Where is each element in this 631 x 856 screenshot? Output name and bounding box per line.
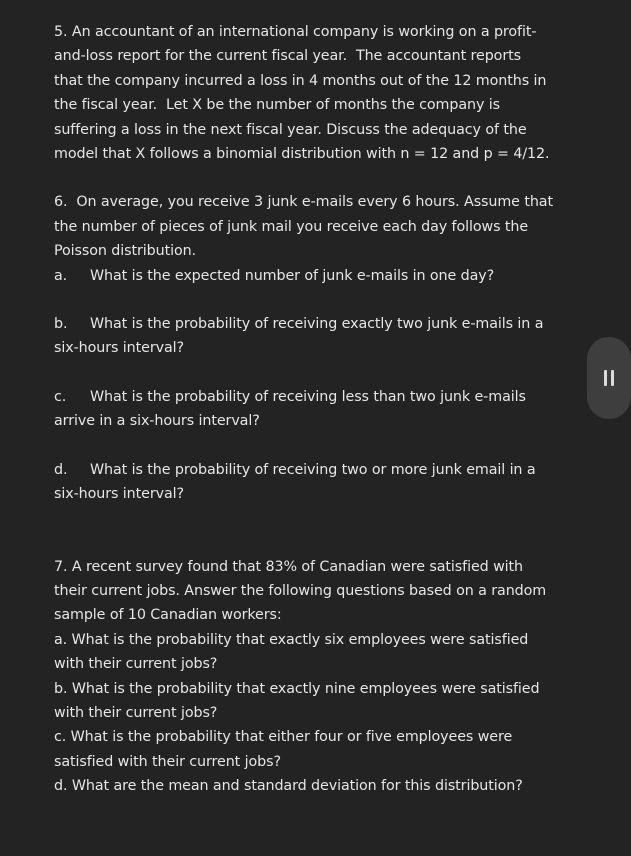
q7-line: with their current jobs?: [54, 656, 218, 673]
question-6: [54, 190, 564, 506]
item-text-cont: six-hours interval?: [54, 340, 184, 357]
q7-line: c. What is the probability that either four or five employees were: [54, 729, 513, 746]
item-label: b.: [54, 316, 68, 333]
q7-line: a. What is the probability that exactly six employees were satisfied: [54, 631, 529, 648]
question-7: [54, 555, 564, 799]
item-text: What is the probability of receiving less than two junk e-mails: [90, 388, 526, 405]
q6-intro-line: Poisson distribution.: [54, 243, 196, 260]
item-text: What is the expected number of junk e-mails in one day?: [90, 267, 495, 284]
item-label: c.: [54, 388, 67, 405]
q6-item-d: [54, 458, 564, 482]
q7-line: d. What are the mean and standard deviation for this distribution?: [54, 778, 523, 795]
q6-item-a: [54, 264, 564, 288]
item-text: What is the probability of receiving exactly two junk e-mails in a: [90, 316, 544, 333]
q5-line: that the company incurred a loss in 4 months out of the 12 months in: [54, 72, 547, 89]
q7-line: 7. A recent survey found that 83% of Canadian were satisfied with: [54, 558, 523, 575]
item-text-cont: six-hours interval?: [54, 486, 184, 503]
q7-line: sample of 10 Canadian workers:: [54, 607, 282, 624]
item-label: d.: [54, 461, 68, 478]
q5-line: the fiscal year. Let X be the number of months the company is: [54, 97, 500, 114]
q5-line: model that X follows a binomial distribution with n = 12 and p = 4/12.: [54, 146, 550, 163]
document-body: [54, 20, 564, 799]
item-text-cont: arrive in a six-hours interval?: [54, 413, 260, 430]
question-5: [54, 20, 564, 166]
item-text: What is the probability of receiving two or more junk email in a: [90, 461, 536, 478]
q6-intro-line: the number of pieces of junk mail you receive each day follows the: [54, 218, 529, 235]
q6-item-c: [54, 385, 564, 409]
scroll-handle[interactable]: [587, 337, 631, 419]
q6-item-b: [54, 312, 564, 336]
q7-line: b. What is the probability that exactly nine employees were satisfied: [54, 680, 540, 697]
q5-line: suffering a loss in the next fiscal year. Discuss the adequacy of the: [54, 121, 527, 138]
q7-line: satisfied with their current jobs?: [54, 753, 281, 770]
q5-line: and-loss report for the current fiscal year. The accountant reports: [54, 48, 521, 65]
q7-line: with their current jobs?: [54, 704, 218, 721]
q6-intro-line: 6. On average, you receive 3 junk e-mails every 6 hours. Assume that: [54, 194, 553, 211]
q5-line: 5. An accountant of an international company is working on a profit-: [54, 24, 537, 40]
q7-line: their current jobs. Answer the following questions based on a random: [54, 582, 547, 599]
item-label: a.: [54, 267, 68, 284]
